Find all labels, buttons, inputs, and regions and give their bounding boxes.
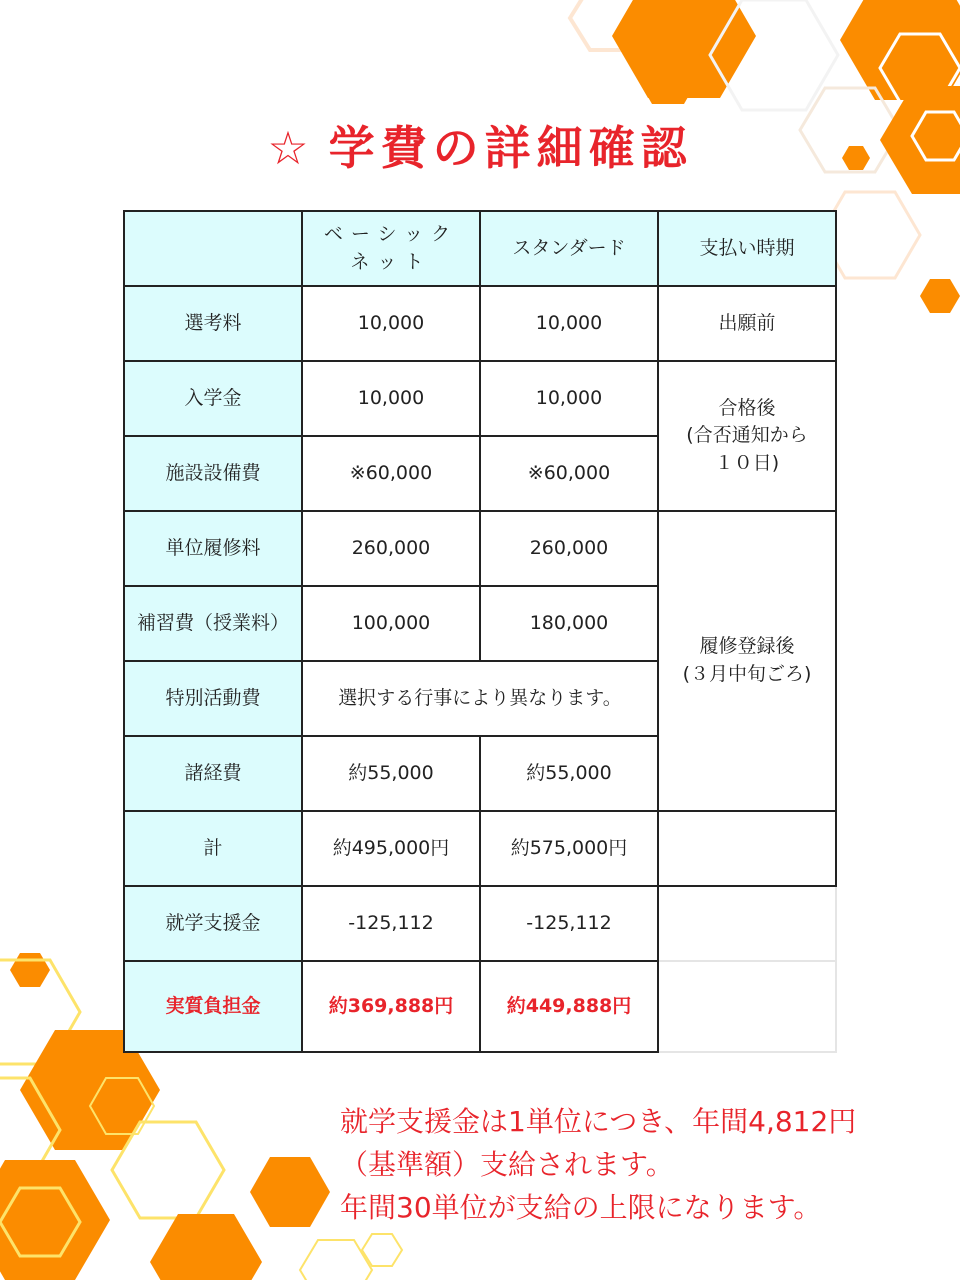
cell-timing-after-pass: 合格後 (合否通知から １０日) (658, 361, 836, 511)
cell-standard: 約55,000 (480, 736, 658, 811)
row-label: 入学金 (124, 361, 302, 436)
row-label: 選考料 (124, 286, 302, 361)
cell-basic: ※60,000 (302, 436, 480, 511)
cell-empty (658, 886, 836, 961)
row-label: 計 (124, 811, 302, 886)
row-label: 就学支援金 (124, 886, 302, 961)
table-row (124, 811, 836, 886)
star-icon: ☆ (267, 121, 315, 175)
cell-standard: 約575,000円 (480, 811, 658, 886)
row-label: 実質負担金 (124, 961, 302, 1052)
cell-timing: 出願前 (658, 286, 836, 361)
table-row (124, 511, 836, 586)
cell-basic: -125,112 (302, 886, 480, 961)
header-empty-cell (124, 211, 302, 286)
note-line: 就学支援金は1単位につき、年間4,812円 (340, 1105, 857, 1138)
table-header-row (124, 211, 836, 286)
cell-basic: 約55,000 (302, 736, 480, 811)
header-payment-timing: 支払い時期 (658, 211, 836, 286)
row-label: 施設設備費 (124, 436, 302, 511)
cell-standard: 180,000 (480, 586, 658, 661)
title-text: 学費の詳細確認 (328, 121, 693, 175)
cell-standard: ※60,000 (480, 436, 658, 511)
table-row (124, 361, 836, 436)
row-label: 諸経費 (124, 736, 302, 811)
cell-standard: 10,000 (480, 361, 658, 436)
row-label: 単位履修料 (124, 511, 302, 586)
cell-empty (658, 811, 836, 886)
header-course-basic-net: ベーシックネット (302, 211, 480, 286)
table-row (124, 286, 836, 361)
cell-standard: 10,000 (480, 286, 658, 361)
cell-merged: 選択する行事により異なります。 (302, 661, 658, 736)
support-note (340, 1100, 955, 1229)
header-course-standard: スタンダード (480, 211, 658, 286)
row-label: 特別活動費 (124, 661, 302, 736)
table-row (124, 961, 836, 1052)
cell-basic: 260,000 (302, 511, 480, 586)
cell-basic: 約495,000円 (302, 811, 480, 886)
cell-basic: 約369,888円 (302, 961, 480, 1052)
cell-basic: 10,000 (302, 361, 480, 436)
table-row (124, 886, 836, 961)
cell-standard: 約449,888円 (480, 961, 658, 1052)
cell-standard: -125,112 (480, 886, 658, 961)
note-line: （基準額）支給されます。 (340, 1148, 674, 1181)
cell-basic: 10,000 (302, 286, 480, 361)
cell-timing-registration: 履修登録後 (３月中旬ごろ) (658, 511, 836, 811)
note-line: 年間30単位が支給の上限になります。 (340, 1191, 822, 1224)
cell-standard: 260,000 (480, 511, 658, 586)
page-title (0, 112, 960, 178)
cell-basic: 100,000 (302, 586, 480, 661)
cell-empty (658, 961, 836, 1052)
row-label: 補習費（授業料） (124, 586, 302, 661)
tuition-table (123, 210, 837, 1053)
